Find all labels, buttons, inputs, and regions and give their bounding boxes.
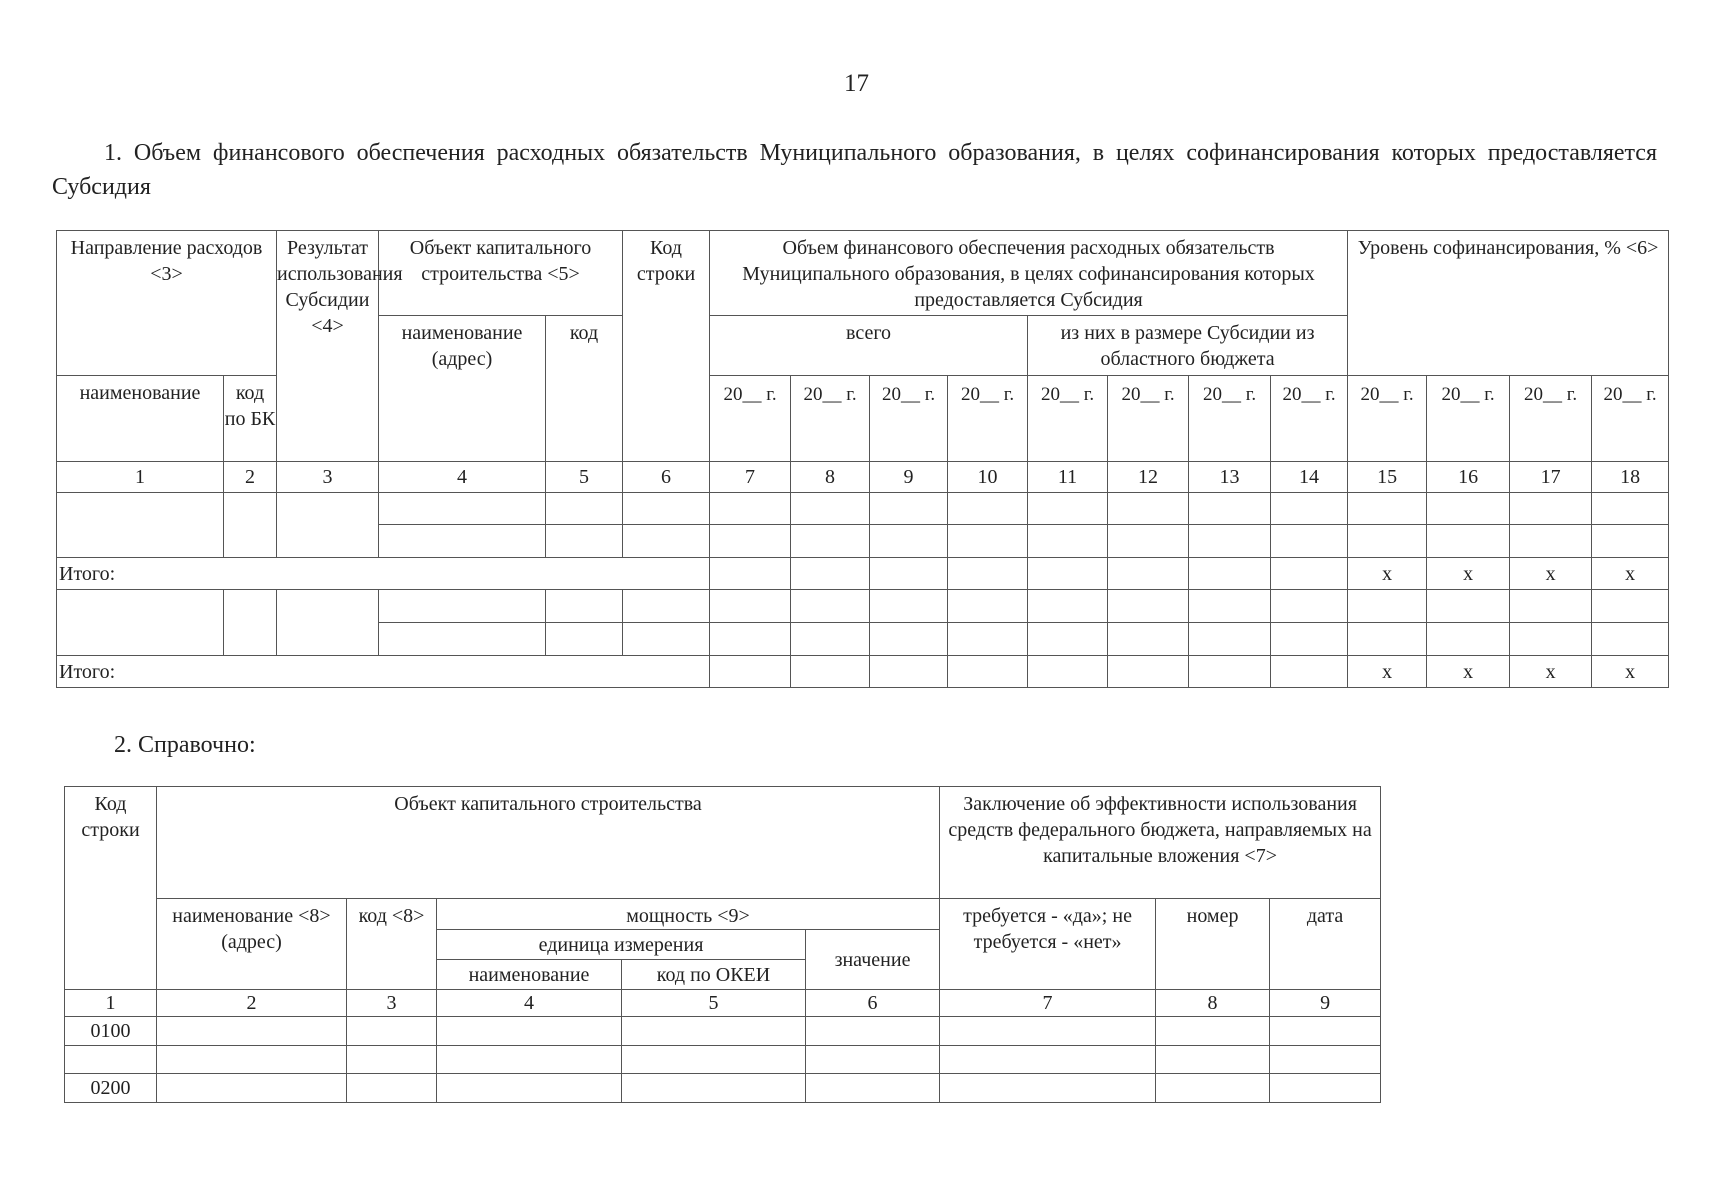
table-cell [224, 590, 277, 656]
table-cell [1270, 1074, 1381, 1103]
column-number: 14 [1271, 462, 1348, 493]
table-cell [1427, 525, 1510, 558]
row-code: 0200 [65, 1074, 157, 1103]
table-cell [1189, 558, 1271, 590]
x-mark: x [1427, 656, 1510, 688]
column-number: 15 [1348, 462, 1427, 493]
table-cell [65, 1046, 157, 1074]
header-year: 20__ г. [1271, 376, 1348, 462]
table-cell [1028, 623, 1108, 656]
table-cell [1427, 623, 1510, 656]
table-cell [1427, 493, 1510, 525]
table-cell [1156, 1046, 1270, 1074]
column-number: 5 [622, 990, 806, 1017]
table-cell [437, 1046, 622, 1074]
header-unit: единица измерения [437, 930, 806, 960]
header-direction: Направление расходов <3> [57, 231, 277, 376]
header-line-code: Код строки [65, 787, 157, 990]
table-cell [157, 1017, 347, 1046]
table-cell [157, 1074, 347, 1103]
header-capacity: мощность <9> [437, 899, 940, 930]
header-year: 20__ г. [1427, 376, 1510, 462]
column-number: 7 [710, 462, 791, 493]
column-number: 16 [1427, 462, 1510, 493]
table-cell [1271, 558, 1348, 590]
x-mark: x [1348, 558, 1427, 590]
header-conclusion: Заключение об эффективности использования средств федерального бюджета, направляемых на капитальные вложения <7> [940, 787, 1381, 899]
total-label: Итого: [57, 656, 710, 688]
table-cell [1271, 623, 1348, 656]
table-cell [623, 493, 710, 525]
table-cell [791, 558, 870, 590]
header-year: 20__ г. [1510, 376, 1592, 462]
table-cell [1592, 623, 1669, 656]
table-cell [870, 623, 948, 656]
table-cell [623, 590, 710, 623]
header-object-name: наименование (адрес) [379, 316, 546, 462]
x-mark: x [1592, 656, 1669, 688]
table-cell [870, 493, 948, 525]
column-number: 12 [1108, 462, 1189, 493]
column-number: 18 [1592, 462, 1669, 493]
table-cell [948, 558, 1028, 590]
table-cell [948, 623, 1028, 656]
table-cell [347, 1017, 437, 1046]
column-number: 6 [806, 990, 940, 1017]
table-cell [1189, 525, 1271, 558]
table-cell [57, 590, 224, 656]
header-year: 20__ г. [870, 376, 948, 462]
header-year: 20__ г. [1028, 376, 1108, 462]
header-year: 20__ г. [948, 376, 1028, 462]
table-cell [791, 590, 870, 623]
table-cell [791, 623, 870, 656]
header-year: 20__ г. [1592, 376, 1669, 462]
table-cell [1156, 1017, 1270, 1046]
column-number: 11 [1028, 462, 1108, 493]
table-cell [622, 1046, 806, 1074]
table-cell [948, 493, 1028, 525]
table-cell [870, 590, 948, 623]
table-cell [1189, 493, 1271, 525]
column-number: 3 [347, 990, 437, 1017]
table-cell [948, 590, 1028, 623]
table-cell [791, 656, 870, 688]
table-cell [1348, 590, 1427, 623]
header-volume: Объем финансового обеспечения расходных обязательств Муниципального образования, в целях софинансирования которых предоставляется Субсидия [710, 231, 1348, 316]
header-required: требуется - «да»; не требуется - «нет» [940, 899, 1156, 990]
table-cell [1189, 590, 1271, 623]
table-cell [1510, 590, 1592, 623]
column-number: 1 [65, 990, 157, 1017]
column-number: 1 [57, 462, 224, 493]
x-mark: x [1427, 558, 1510, 590]
header-line-code: Код строки [623, 231, 710, 462]
table-cell [347, 1046, 437, 1074]
table-cell [710, 656, 791, 688]
table-cell [546, 590, 623, 623]
header-object-code: код [546, 316, 623, 462]
table-cell [57, 493, 224, 558]
table-cell [622, 1017, 806, 1046]
table-cell [1156, 1074, 1270, 1103]
table-cell [1270, 1046, 1381, 1074]
table-cell [710, 493, 791, 525]
column-number: 8 [791, 462, 870, 493]
header-total: всего [710, 316, 1028, 376]
column-number: 5 [546, 462, 623, 493]
table-cell [710, 525, 791, 558]
table-cell [1271, 493, 1348, 525]
column-number: 3 [277, 462, 379, 493]
table-cell [1270, 1017, 1381, 1046]
table-cell [379, 590, 546, 623]
table-cell [1271, 590, 1348, 623]
table-cell [710, 623, 791, 656]
table-cell [277, 590, 379, 656]
column-number: 4 [437, 990, 622, 1017]
table-cell [791, 525, 870, 558]
table-cell [948, 525, 1028, 558]
table-cell [1348, 525, 1427, 558]
table-cell [1427, 590, 1510, 623]
table-cell [1592, 590, 1669, 623]
table-cell [546, 525, 623, 558]
table-cell [1510, 623, 1592, 656]
header-number: номер [1156, 899, 1270, 990]
column-number: 9 [1270, 990, 1381, 1017]
table-cell [1510, 493, 1592, 525]
table-cell [437, 1074, 622, 1103]
header-year: 20__ г. [1108, 376, 1189, 462]
table-cell [791, 493, 870, 525]
header-year: 20__ г. [1348, 376, 1427, 462]
table-cell [347, 1074, 437, 1103]
page-number: 17 [844, 70, 869, 97]
row-code: 0100 [65, 1017, 157, 1046]
table-cell [622, 1074, 806, 1103]
table-cell [940, 1074, 1156, 1103]
table-cell [806, 1046, 940, 1074]
total-label: Итого: [57, 558, 710, 590]
header-direction-name: наименование [57, 376, 224, 462]
header-result: Результат использования Субсидии <4> [277, 231, 379, 462]
table-cell [870, 656, 948, 688]
table-cell [623, 623, 710, 656]
header-subsidy: из них в размере Субсидии из областного бюджета [1028, 316, 1348, 376]
column-number: 9 [870, 462, 948, 493]
table-cell [1108, 656, 1189, 688]
table-cell [546, 493, 623, 525]
section-1-title: 1. Объем финансового обеспечения расходных обязательств Муниципального образования, в целях софинансирования которых предоставляется Субсидия [52, 140, 1657, 200]
header-object: Объект капитального строительства <5> [379, 231, 623, 316]
table-cell [710, 590, 791, 623]
x-mark: x [1348, 656, 1427, 688]
table-cell [157, 1046, 347, 1074]
x-mark: x [1510, 558, 1592, 590]
x-mark: x [1592, 558, 1669, 590]
table-cell [1271, 525, 1348, 558]
table-cell [1028, 525, 1108, 558]
column-number: 10 [948, 462, 1028, 493]
table-cell [1271, 656, 1348, 688]
table-cell [379, 623, 546, 656]
table-cell [437, 1017, 622, 1046]
header-year: 20__ г. [710, 376, 791, 462]
table-cell [1510, 525, 1592, 558]
table-cell [379, 525, 546, 558]
table-cell [1189, 656, 1271, 688]
header-object: Объект капитального строительства [157, 787, 940, 899]
column-number: 4 [379, 462, 546, 493]
subsidy-volume-table [56, 230, 1669, 688]
table-cell [546, 623, 623, 656]
table-cell [1108, 493, 1189, 525]
header-cofinancing-level: Уровень софинансирования, % <6> [1348, 231, 1669, 376]
table-cell [1592, 493, 1669, 525]
table-cell [1108, 623, 1189, 656]
column-number: 17 [1510, 462, 1592, 493]
table-cell [806, 1017, 940, 1046]
column-number: 7 [940, 990, 1156, 1017]
table-cell [806, 1074, 940, 1103]
reference-table [64, 786, 1381, 1103]
header-okei: код по ОКЕИ [622, 960, 806, 990]
table-cell [1028, 590, 1108, 623]
table-cell [940, 1017, 1156, 1046]
table-cell [1028, 558, 1108, 590]
header-object-name: наименование <8> (адрес) [157, 899, 347, 990]
column-number: 13 [1189, 462, 1271, 493]
table-cell [1592, 525, 1669, 558]
header-year: 20__ г. [791, 376, 870, 462]
table-cell [940, 1046, 1156, 1074]
table-cell [623, 525, 710, 558]
table-cell [870, 558, 948, 590]
table-cell [1348, 623, 1427, 656]
table-cell [710, 558, 791, 590]
section-2-title: 2. Справочно: [114, 732, 256, 758]
table-cell [1028, 493, 1108, 525]
table-cell [1108, 525, 1189, 558]
header-date: дата [1270, 899, 1381, 990]
x-mark: x [1510, 656, 1592, 688]
table-cell [870, 525, 948, 558]
header-value: значение [806, 930, 940, 990]
header-direction-code: код по БК [224, 376, 277, 462]
table-cell [1108, 590, 1189, 623]
header-year: 20__ г. [1189, 376, 1271, 462]
column-number: 2 [224, 462, 277, 493]
table-cell [379, 493, 546, 525]
table-cell [277, 493, 379, 558]
header-object-code: код <8> [347, 899, 437, 990]
column-number: 2 [157, 990, 347, 1017]
table-cell [1108, 558, 1189, 590]
table-cell [1348, 493, 1427, 525]
column-number: 8 [1156, 990, 1270, 1017]
table-cell [1189, 623, 1271, 656]
header-unit-name: наименование [437, 960, 622, 990]
table-cell [224, 493, 277, 558]
table-cell [1028, 656, 1108, 688]
table-cell [948, 656, 1028, 688]
column-number: 6 [623, 462, 710, 493]
